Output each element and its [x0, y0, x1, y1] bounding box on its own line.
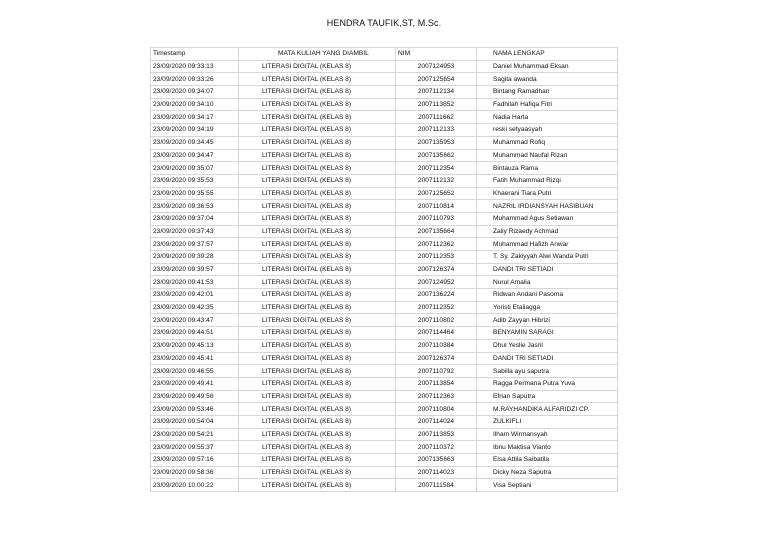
cell-name: Khaerani Tiara Putri: [477, 187, 618, 200]
cell-name: M.RAYHANDIKA ALFARIDZI CP.: [477, 403, 618, 416]
cell-course: LITERASI DIGITAL (KELAS 8): [239, 339, 396, 352]
table-row: [151, 111, 618, 124]
cell-timestamp: 23/09/2020 09:33:13: [151, 60, 239, 73]
cell-nim: 2007125654: [396, 73, 477, 86]
cell-timestamp: 23/09/2020 09:34:17: [151, 111, 239, 124]
cell-nim: 2007135664: [396, 225, 477, 238]
cell-nim: 2007135663: [396, 454, 477, 467]
table-row: [151, 174, 618, 187]
cell-nim: 2007112132: [396, 174, 477, 187]
cell-nim: 2007112363: [396, 390, 477, 403]
table-row: [151, 225, 618, 238]
cell-nim: 2007110372: [396, 441, 477, 454]
cell-timestamp: 23/09/2020 09:34:19: [151, 124, 239, 137]
cell-timestamp: 23/09/2020 09:42:35: [151, 301, 239, 314]
cell-name: Dicky Neza Saputra: [477, 466, 618, 479]
column-header-timestamp: Timestamp: [151, 48, 239, 61]
cell-nim: 2007124952: [396, 276, 477, 289]
cell-course: LITERASI DIGITAL (KELAS 8): [239, 479, 396, 492]
cell-name: Elsa Attila Saibatila: [477, 454, 618, 467]
table-row: [151, 327, 618, 340]
table-row: [151, 187, 618, 200]
cell-timestamp: 23/09/2020 09:36:53: [151, 200, 239, 213]
table-row: [151, 314, 618, 327]
cell-name: Nadia Harta: [477, 111, 618, 124]
cell-timestamp: 23/09/2020 09:37:43: [151, 225, 239, 238]
cell-name: T. Sy. Zakiyyah Alwi Wanda Putri: [477, 251, 618, 264]
cell-nim: 2007114464: [396, 327, 477, 340]
table-row: [151, 263, 618, 276]
cell-course: LITERASI DIGITAL (KELAS 8): [239, 301, 396, 314]
cell-name: Yoristi Etaliagga: [477, 301, 618, 314]
cell-course: LITERASI DIGITAL (KELAS 8): [239, 73, 396, 86]
cell-timestamp: 23/09/2020 09:35:55: [151, 187, 239, 200]
cell-timestamp: 23/09/2020 09:34:45: [151, 136, 239, 149]
table-row: [151, 200, 618, 213]
cell-course: LITERASI DIGITAL (KELAS 8): [239, 466, 396, 479]
cell-course: LITERASI DIGITAL (KELAS 8): [239, 187, 396, 200]
cell-course: LITERASI DIGITAL (KELAS 8): [239, 162, 396, 175]
cell-course: LITERASI DIGITAL (KELAS 8): [239, 454, 396, 467]
table-row: [151, 238, 618, 251]
cell-name: Ibnu Maktisa Vianto: [477, 441, 618, 454]
cell-name: Ragga Permana Putra Yuva: [477, 377, 618, 390]
cell-nim: 2007112354: [396, 162, 477, 175]
table-row: [151, 301, 618, 314]
cell-name: Nurul Amalia: [477, 276, 618, 289]
cell-timestamp: 23/09/2020 09:41:53: [151, 276, 239, 289]
cell-course: LITERASI DIGITAL (KELAS 8): [239, 276, 396, 289]
table-row: [151, 403, 618, 416]
cell-course: LITERASI DIGITAL (KELAS 8): [239, 238, 396, 251]
cell-nim: 2007113853: [396, 428, 477, 441]
cell-timestamp: 23/09/2020 09:34:10: [151, 98, 239, 111]
cell-name: Sagita awanda: [477, 73, 618, 86]
cell-name: Visa Septiani: [477, 479, 618, 492]
cell-nim: 2007126374: [396, 352, 477, 365]
cell-timestamp: 23/09/2020 09:37:57: [151, 238, 239, 251]
cell-name: Fadhilah Hafiqa Fitri: [477, 98, 618, 111]
cell-name: Sabilla ayu saputra: [477, 365, 618, 378]
cell-timestamp: 23/09/2020 09:34:07: [151, 86, 239, 99]
table-row: [151, 162, 618, 175]
table-row: [151, 98, 618, 111]
cell-timestamp: 23/09/2020 09:54:04: [151, 415, 239, 428]
cell-timestamp: 23/09/2020 09:35:53: [151, 174, 239, 187]
cell-nim: 2007110793: [396, 212, 477, 225]
cell-course: LITERASI DIGITAL (KELAS 8): [239, 225, 396, 238]
cell-course: LITERASI DIGITAL (KELAS 8): [239, 98, 396, 111]
cell-timestamp: 23/09/2020 09:54:21: [151, 428, 239, 441]
table-row: [151, 124, 618, 137]
cell-name: reski setyaasyah: [477, 124, 618, 137]
table-row: [151, 212, 618, 225]
cell-course: LITERASI DIGITAL (KELAS 8): [239, 415, 396, 428]
column-header-name: NAMA LENGKAP: [477, 48, 618, 61]
cell-timestamp: 23/09/2020 09:57:16: [151, 454, 239, 467]
table-row: [151, 377, 618, 390]
cell-name: Ilham Wirmansyah: [477, 428, 618, 441]
cell-course: LITERASI DIGITAL (KELAS 8): [239, 314, 396, 327]
cell-nim: 2007111662: [396, 111, 477, 124]
table-body: [151, 60, 618, 491]
cell-course: LITERASI DIGITAL (KELAS 8): [239, 441, 396, 454]
table-row: [151, 251, 618, 264]
cell-name: DANDI TRI SETIADI: [477, 263, 618, 276]
table-row: [151, 365, 618, 378]
cell-timestamp: 23/09/2020 09:39:57: [151, 263, 239, 276]
table-row: [151, 60, 618, 73]
cell-nim: 2007113854: [396, 377, 477, 390]
cell-timestamp: 23/09/2020 09:58:36: [151, 466, 239, 479]
cell-course: LITERASI DIGITAL (KELAS 8): [239, 111, 396, 124]
cell-nim: 2007111584: [396, 479, 477, 492]
cell-nim: 2007112353: [396, 251, 477, 264]
document-title: HENDRA TAUFIK,ST, M.Sc.: [326, 18, 442, 28]
cell-timestamp: 23/09/2020 09:39:28: [151, 251, 239, 264]
cell-timestamp: 23/09/2020 09:45:41: [151, 352, 239, 365]
cell-nim: 2007110802: [396, 314, 477, 327]
cell-course: LITERASI DIGITAL (KELAS 8): [239, 124, 396, 137]
cell-name: Muhammad Rofiq: [477, 136, 618, 149]
cell-nim: 2007124953: [396, 60, 477, 73]
cell-nim: 2007135662: [396, 149, 477, 162]
cell-course: LITERASI DIGITAL (KELAS 8): [239, 377, 396, 390]
cell-timestamp: 23/09/2020 09:53:46: [151, 403, 239, 416]
attendance-table: [150, 47, 618, 492]
cell-name: BENYAMIN SARAGI: [477, 327, 618, 340]
cell-name: Muhammad Naufal Rizan: [477, 149, 618, 162]
cell-nim: 2007112352: [396, 301, 477, 314]
cell-timestamp: 23/09/2020 10:00:22: [151, 479, 239, 492]
cell-timestamp: 23/09/2020 09:35:07: [151, 162, 239, 175]
cell-nim: 2007114023: [396, 466, 477, 479]
cell-nim: 2007136224: [396, 289, 477, 302]
cell-nim: 2007112134: [396, 86, 477, 99]
cell-course: LITERASI DIGITAL (KELAS 8): [239, 86, 396, 99]
cell-course: LITERASI DIGITAL (KELAS 8): [239, 212, 396, 225]
table-row: [151, 289, 618, 302]
cell-course: LITERASI DIGITAL (KELAS 8): [239, 200, 396, 213]
cell-name: NAZRIL IRDIANSYAH HASIBUAN: [477, 200, 618, 213]
table-header-row: [151, 48, 618, 61]
cell-timestamp: 23/09/2020 09:44:51: [151, 327, 239, 340]
table-row: [151, 466, 618, 479]
cell-nim: 2007110814: [396, 200, 477, 213]
cell-name: ZULKIFLI: [477, 415, 618, 428]
cell-timestamp: 23/09/2020 09:34:47: [151, 149, 239, 162]
column-header-nim: NIM: [396, 48, 477, 61]
table-row: [151, 441, 618, 454]
cell-timestamp: 23/09/2020 09:55:37: [151, 441, 239, 454]
table-row: [151, 86, 618, 99]
cell-nim: 2007110792: [396, 365, 477, 378]
cell-name: Ridwan Andani Pasoma: [477, 289, 618, 302]
cell-timestamp: 23/09/2020 09:37:04: [151, 212, 239, 225]
table-row: [151, 428, 618, 441]
cell-name: Fatih Muhammad Rizqi: [477, 174, 618, 187]
cell-course: LITERASI DIGITAL (KELAS 8): [239, 403, 396, 416]
cell-name: Muhammad Hafizh Anwar: [477, 238, 618, 251]
cell-timestamp: 23/09/2020 09:33:26: [151, 73, 239, 86]
cell-name: Adib Zayyan Hibrizi: [477, 314, 618, 327]
cell-nim: 2007110804: [396, 403, 477, 416]
table-row: [151, 352, 618, 365]
cell-name: Daniel Muhammad Eksan: [477, 60, 618, 73]
cell-timestamp: 23/09/2020 09:49:41: [151, 377, 239, 390]
cell-timestamp: 23/09/2020 09:42:01: [151, 289, 239, 302]
column-header-course: MATA KULIAH YANG DIAMBIL: [239, 48, 396, 61]
cell-course: LITERASI DIGITAL (KELAS 8): [239, 390, 396, 403]
cell-nim: 2007113852: [396, 98, 477, 111]
cell-course: LITERASI DIGITAL (KELAS 8): [239, 263, 396, 276]
cell-course: LITERASI DIGITAL (KELAS 8): [239, 136, 396, 149]
cell-nim: 2007126374: [396, 263, 477, 276]
table-row: [151, 276, 618, 289]
cell-nim: 2007112362: [396, 238, 477, 251]
table-row: [151, 390, 618, 403]
cell-name: DANDI TRI SETIADI: [477, 352, 618, 365]
cell-course: LITERASI DIGITAL (KELAS 8): [239, 352, 396, 365]
table-row: [151, 479, 618, 492]
cell-timestamp: 23/09/2020 09:49:56: [151, 390, 239, 403]
cell-nim: 2007135953: [396, 136, 477, 149]
cell-name: Zaliy Rizaedy Achmad: [477, 225, 618, 238]
cell-name: Dhul Yeslie Jasril: [477, 339, 618, 352]
cell-name: Bintang Ramadhan: [477, 86, 618, 99]
table-row: [151, 136, 618, 149]
cell-nim: 2007110384: [396, 339, 477, 352]
cell-course: LITERASI DIGITAL (KELAS 8): [239, 149, 396, 162]
cell-course: LITERASI DIGITAL (KELAS 8): [239, 365, 396, 378]
cell-nim: 2007125652: [396, 187, 477, 200]
cell-name: Efrian Saputra: [477, 390, 618, 403]
cell-course: LITERASI DIGITAL (KELAS 8): [239, 289, 396, 302]
cell-name: Muhammad Agus Setiawan: [477, 212, 618, 225]
table-row: [151, 339, 618, 352]
cell-nim: 2007114024: [396, 415, 477, 428]
table-row: [151, 454, 618, 467]
cell-course: LITERASI DIGITAL (KELAS 8): [239, 327, 396, 340]
cell-timestamp: 23/09/2020 09:46:55: [151, 365, 239, 378]
cell-timestamp: 23/09/2020 09:43:47: [151, 314, 239, 327]
cell-name: Bintauza Rama: [477, 162, 618, 175]
cell-timestamp: 23/09/2020 09:45:13: [151, 339, 239, 352]
table-row: [151, 73, 618, 86]
cell-nim: 2007112133: [396, 124, 477, 137]
table-row: [151, 149, 618, 162]
table-row: [151, 415, 618, 428]
cell-course: LITERASI DIGITAL (KELAS 8): [239, 251, 396, 264]
cell-course: LITERASI DIGITAL (KELAS 8): [239, 174, 396, 187]
cell-course: LITERASI DIGITAL (KELAS 8): [239, 60, 396, 73]
cell-course: LITERASI DIGITAL (KELAS 8): [239, 428, 396, 441]
